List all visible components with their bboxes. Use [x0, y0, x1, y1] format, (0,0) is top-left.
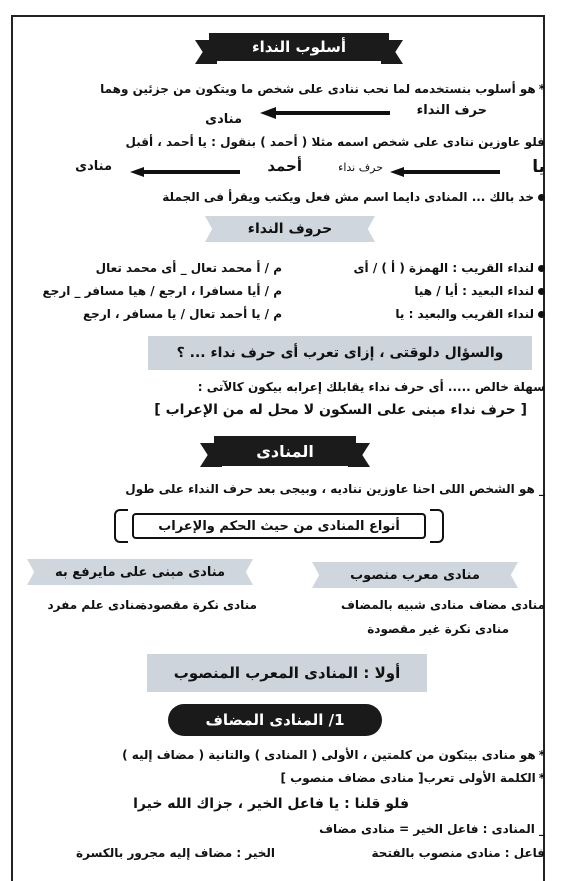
- type-item: منادى نكرة مقصودة: [139, 598, 257, 612]
- type-ribbon-left: [27, 559, 253, 585]
- example-harf-label: حرف نداء: [338, 161, 383, 174]
- answer-line: سهلة خالص ..... أى حرف نداء يقابلك إعرابه بيكون كالآتى :: [197, 380, 545, 394]
- harf-example-2: م / أيا مسافرا ، ارجع / هيا مسافر _ ارجع: [42, 284, 282, 298]
- section-title: حروف النداء: [217, 216, 363, 242]
- harf-example-1: م / أ محمد تعال _ أى محمد تعال: [95, 261, 282, 275]
- type-item: منادى علم مفرد: [47, 598, 142, 612]
- mudaf-line-3: _ المنادى : فاعل الخير = منادى مضاف: [319, 822, 545, 836]
- section-ribbon: [205, 216, 375, 242]
- first-heading-box: أولا : المنادى المعرب المنصوب: [147, 654, 427, 692]
- arrow-icon: [390, 167, 500, 177]
- arrow-icon: [130, 167, 240, 177]
- type-ribbon-right: [312, 562, 518, 588]
- definition-line: *هو أسلوب بنستخدمه لما نحب ننادى على شخص ما ويتكون من جزئين وهما: [100, 82, 545, 96]
- section-title: المنادى: [214, 436, 356, 466]
- example-ya: يا: [532, 157, 545, 177]
- note-line: خد بالك ... المنادى دايما اسم مش فعل ويكتب ويقرأ فى الجملة: [162, 190, 545, 204]
- types-title: أنواع المنادى من حيث الحكم والإعراب: [132, 513, 426, 539]
- arrow-icon: [260, 107, 390, 119]
- type-item: منادى مضاف: [469, 598, 545, 612]
- section-title-banner: [195, 33, 403, 61]
- mudaf-line-4-left: الخير : مضاف إليه مجرور بالكسرة: [76, 846, 275, 860]
- example-munada-label: منادى: [75, 159, 112, 174]
- mudaf-line-2: *الكلمة الأولى تعرب[ منادى مضاف منصوب ]: [280, 771, 545, 785]
- section-title-banner: [200, 436, 370, 466]
- harf-row-3: لنداء القريب والبعيد : يا: [395, 307, 545, 321]
- types-title-box: [114, 509, 444, 543]
- mudaf-line-1: *هو منادى بيتكون من كلمتين ، الأولى ( المنادى ) والتانية ( مضاف إليه ): [122, 748, 545, 762]
- harf-row-2: لنداء البعيد : أيا / هيا: [414, 284, 545, 298]
- harf-row-1: لنداء القريب : الهمزة ( أ ) / أى: [354, 261, 545, 275]
- mudaf-example: فلو قلنا : يا فاعل الخير ، جزاك الله خيرا: [133, 796, 409, 812]
- harf-example-3: م / يا أحمد تعال / يا مسافر ، ارجع: [82, 307, 282, 321]
- section-title: أسلوب النداء: [209, 33, 389, 61]
- question-box: والسؤال دلوقتى ، إزاى تعرب أى حرف نداء ... ؟: [148, 336, 532, 370]
- example-ahmad: أحمد: [267, 157, 302, 175]
- example-intro: فلو عاوزين ننادى على شخص اسمه مثلا ( أحمد ) بنقول : يا أحمد ، أقبل: [125, 135, 545, 149]
- type-item: منادى نكرة غير مقصودة: [367, 622, 509, 636]
- rule-line: [ حرف نداء مبنى على السكون لا محل له من الإعراب ]: [154, 402, 527, 418]
- mudaf-line-4-right: فاعل : منادى منصوب بالفتحة: [371, 846, 545, 860]
- type-head-left: منادى مبنى على مايرفع به: [39, 559, 241, 585]
- part-harf-label: حرف النداء: [416, 103, 487, 118]
- type-item: منادى شبيه بالمضاف: [340, 598, 464, 612]
- munada-definition: _ هو الشخص اللى احنا عاوزين نناديه ، وبيجى بعد حرف النداء على طول: [125, 482, 545, 496]
- type-head-right: منادى معرب منصوب: [324, 562, 506, 588]
- section-pill: 1/ المنادى المضاف: [168, 704, 382, 736]
- part-munada-label: منادى: [205, 112, 242, 127]
